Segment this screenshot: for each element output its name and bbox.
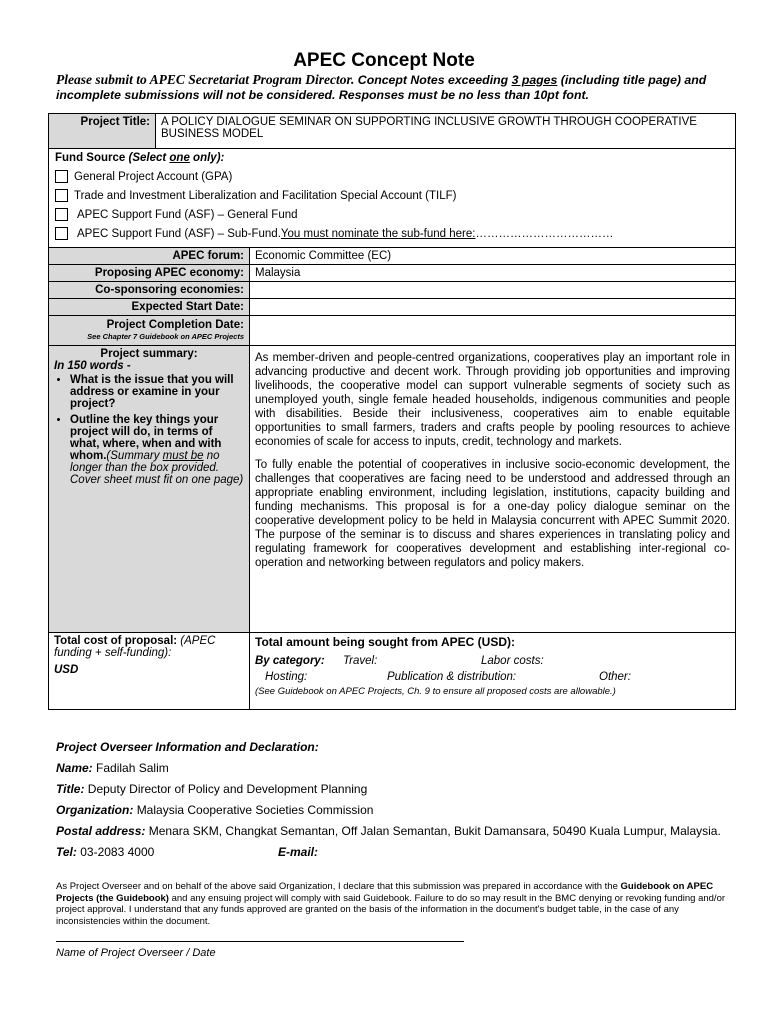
overseer-contact-row: Tel: 03-2083 4000 E-mail: xyxy=(56,845,319,859)
summary-label: Project summary: xyxy=(100,348,198,360)
apec-forum-field[interactable]: Economic Committee (EC) xyxy=(250,248,736,265)
overseer-section xyxy=(56,740,736,866)
amount-sought-cell[interactable] xyxy=(250,633,736,710)
summary-paragraph-2: To fully enable the potential of cooperatives in inclusive socio-economic development, the challenges that cooperatives are facing need to be understood and addressed through an appropriate enabling environment, including legislation, institutions, capacity building and funding mechanisms. This proposal is for a one-day policy dialogue seminar on the cooperative development policy to be held in Malaysia concurrent with APEC Summit 2020. The purpose of the seminar is to discuss and shares experiences in translating policy and regulating framework for cooperatives development and establishing inter-regional co-operation and networking between regulators and policy makers. xyxy=(255,459,730,569)
completion-date-note: See Chapter 7 Guidebook on APEC Projects xyxy=(87,332,244,341)
overseer-organization[interactable]: Malaysia Cooperative Societies Commission xyxy=(136,803,374,817)
total-cost-cell[interactable] xyxy=(49,633,250,710)
overseer-address-row: Postal address: Menara SKM, Changkat Semantan, Off Jalan Semantan, Bukit Damansara, 50490 Kuala Lumpur, Malaysia. xyxy=(56,824,721,838)
summary-guidance-list xyxy=(54,374,244,486)
instr-part3: (including title page) and incomplete submissions will not be considered. Responses must be no less than 10pt font. xyxy=(56,73,707,102)
summary-bullet-outline: • Outline the key things your project will do, in terms of what, where, when and with whom.(Summary must be no longer than the box provided. Cover sheet must fit on one page) xyxy=(70,414,244,486)
instr-part2: Concept Notes exceeding xyxy=(354,73,512,87)
total-cost-sub: (APEC funding + self-funding): xyxy=(54,635,216,659)
overseer-title-row: Title: Deputy Director of Policy and Development Planning xyxy=(56,782,368,796)
project-summary-field[interactable] xyxy=(250,346,736,633)
project-title-field[interactable]: A POLICY DIALOGUE SEMINAR ON SUPPORTING INCLUSIVE GROWTH THROUGH COOPERATIVE BUSINESS MODEL xyxy=(161,116,697,140)
amount-sought-label: Total amount being sought from APEC (USD): xyxy=(255,635,515,649)
summary-paragraph-1: As member-driven and people-centred organizations, cooperatives play an important role in advancing productive and decent work. Through providing job opportunities and improving livelihoods, the cooperative model can support vulnerable segments of society such as unemployed youth, single female headed households, indigenous communities and people with disabilities. Beside their inclusiveness, cooperatives aim to enable equitable opportunities to small farmers, traders and crafts people by pooling resources to achieve economies of scale for access to inputs, credit, technology and markets. xyxy=(255,352,730,448)
subfund-note: You must nominate the sub-fund here: xyxy=(280,227,476,240)
labor-costs-label: Labor costs: xyxy=(481,655,544,667)
fund-option-gpa[interactable]: General Project Account (GPA) xyxy=(55,167,729,186)
checkbox-asf-subfund[interactable] xyxy=(55,227,68,240)
declaration-text: As Project Overseer and on behalf of the above said Organization, I declare that this submission was prepared in accordance with the Guidebook on APEC Projects (the Guidebook) and any ensuing project will comply with said Guidebook. Failure to do so may result in the BMC denying or revoking funding and/or project approval. I understand that any funds approved are granted on the basis of the information in the document's budget table, in the case of any inconsistencies within the document. xyxy=(56,881,726,927)
proposing-economy-label: Proposing APEC economy: xyxy=(49,265,250,282)
instr-pages: 3 pages xyxy=(511,73,558,87)
apec-forum-label: APEC forum: xyxy=(49,248,250,265)
hosting-label: Hosting: xyxy=(265,671,308,683)
overseer-address[interactable]: Menara SKM, Changkat Semantan, Off Jalan Semantan, Bukit Damansara, 50490 Kuala Lumpur, Malaysia. xyxy=(148,824,721,838)
fund-source-label: Fund Source (Select one only): xyxy=(55,152,225,164)
overseer-email-label: E-mail: xyxy=(278,845,319,859)
other-label: Other: xyxy=(599,671,631,683)
start-date-label: Expected Start Date: xyxy=(49,299,250,316)
overseer-title[interactable]: Deputy Director of Policy and Development Planning xyxy=(87,782,368,796)
cosponsoring-label: Co-sponsoring economies: xyxy=(49,282,250,299)
proposing-economy-field[interactable]: Malaysia xyxy=(250,265,736,282)
fund-option-asf-subfund[interactable]: APEC Support Fund (ASF) – Sub-Fund. You must nominate the sub-fund here: ……………………………… xyxy=(55,224,729,243)
summary-instructions-cell xyxy=(49,346,250,633)
overseer-heading: Project Overseer Information and Declaration: xyxy=(56,740,319,754)
cosponsoring-field[interactable] xyxy=(250,282,736,299)
cost-guidebook-note: (See Guidebook on APEC Projects, Ch. 9 to ensure all proposed costs are allowable.) xyxy=(255,686,616,697)
fund-option-asf-general[interactable]: APEC Support Fund (ASF) – General Fund xyxy=(55,205,729,224)
travel-label: Travel: xyxy=(343,655,378,667)
overseer-name[interactable]: Fadilah Salim xyxy=(96,761,169,775)
start-date-field[interactable] xyxy=(250,299,736,316)
checkbox-asf-general[interactable] xyxy=(55,208,68,221)
overseer-tel[interactable]: 03-2083 4000 xyxy=(80,845,155,859)
signature-caption: Name of Project Overseer / Date xyxy=(56,947,216,959)
summary-word-limit: In 150 words - xyxy=(54,360,131,372)
overseer-org-row: Organization: Malaysia Cooperative Societies Commission xyxy=(56,803,374,817)
page-title: APEC Concept Note xyxy=(293,50,475,71)
checkbox-tilf[interactable] xyxy=(55,189,68,202)
overseer-name-row: Name: Fadilah Salim xyxy=(56,761,169,775)
subfund-entry-dots[interactable]: ……………………………… xyxy=(475,227,614,240)
completion-date-cell xyxy=(49,316,250,346)
total-cost-usd: USD xyxy=(54,664,79,676)
total-cost-label: Total cost of proposal: xyxy=(54,635,178,647)
completion-date-field[interactable] xyxy=(250,316,736,346)
completion-date-label: Project Completion Date: xyxy=(106,319,244,331)
fund-option-tilf[interactable]: Trade and Investment Liberalization and Facilitation Special Account (TILF) xyxy=(55,186,729,205)
signature-line[interactable] xyxy=(56,941,464,942)
concept-note-form xyxy=(48,113,736,710)
fund-source-section xyxy=(49,149,736,248)
publication-label: Publication & distribution: xyxy=(387,671,517,683)
checkbox-gpa[interactable] xyxy=(55,170,68,183)
project-title-label: Project Title: xyxy=(49,114,156,148)
summary-bullet-issue: • What is the issue that you will address or examine in your project? xyxy=(70,374,244,410)
instr-part1: Please submit to APEC Secretariat Program Director. xyxy=(56,72,355,87)
by-category-label: By category: xyxy=(255,655,325,667)
submission-instructions xyxy=(56,72,736,103)
